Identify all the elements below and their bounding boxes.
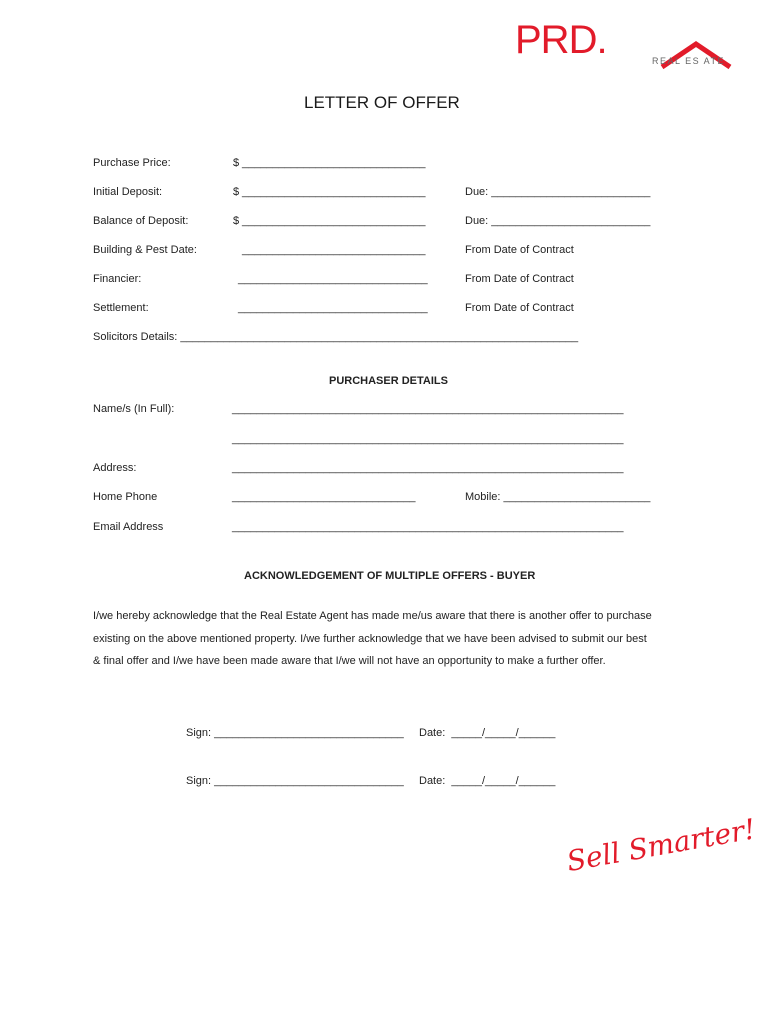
building-pest-from-text: From Date of Contract <box>465 244 574 256</box>
settlement-field[interactable]: _______________________________ <box>238 302 428 314</box>
solicitors-details-field[interactable]: Solicitors Details: _________________________________________________________________ <box>93 331 579 343</box>
sign-field-1[interactable]: Sign: _______________________________ <box>186 727 404 739</box>
sell-smarter-tagline: Sell Smarter! <box>564 812 758 878</box>
roof-icon <box>650 22 725 52</box>
names-field-1[interactable]: ________________________________________________________________ <box>232 403 624 415</box>
initial-deposit-label: Initial Deposit: <box>93 186 163 198</box>
balance-deposit-prefix: $ <box>233 215 240 227</box>
date-field-1[interactable]: Date: _____/_____/______ <box>419 727 556 739</box>
mobile-field[interactable]: Mobile: ________________________ <box>465 491 651 503</box>
financier-field[interactable]: _______________________________ <box>238 273 428 285</box>
names-field-2[interactable]: ________________________________________________________________ <box>232 433 624 445</box>
building-pest-field[interactable]: ______________________________ <box>242 244 426 256</box>
initial-deposit-field[interactable]: ______________________________ <box>242 186 426 198</box>
purchase-price-label: Purchase Price: <box>93 157 171 169</box>
address-label: Address: <box>93 462 137 474</box>
balance-deposit-label: Balance of Deposit: <box>93 215 189 227</box>
building-pest-label: Building & Pest Date: <box>93 244 197 256</box>
email-label: Email Address <box>93 521 164 533</box>
financier-from-text: From Date of Contract <box>465 273 574 285</box>
home-phone-label: Home Phone <box>93 491 158 503</box>
prd-logo: PRD. <box>515 18 607 62</box>
initial-deposit-prefix: $ <box>233 186 240 198</box>
acknowledgement-text: I/we hereby acknowledge that the Real Estate Agent has made me/us aware that there is another offer to purchase existing on the above mentioned property. I/we further acknowledge that we have been advised to submit our best & final offer and I/we have been made aware that I/we will not have an opportunity to make a further offer. <box>93 610 652 667</box>
purchase-price-field[interactable]: ______________________________ <box>242 157 426 169</box>
home-phone-field[interactable]: ______________________________ <box>232 491 416 503</box>
balance-deposit-field[interactable]: ______________________________ <box>242 215 426 227</box>
purchaser-details-heading: PURCHASER DETAILS <box>329 375 448 387</box>
address-field[interactable]: ________________________________________________________________ <box>232 462 624 474</box>
settlement-from-text: From Date of Contract <box>465 302 574 314</box>
initial-deposit-due-field[interactable]: Due: __________________________ <box>465 186 651 198</box>
date-field-2[interactable]: Date: _____/_____/______ <box>419 775 556 787</box>
balance-deposit-due-field[interactable]: Due: __________________________ <box>465 215 651 227</box>
settlement-label: Settlement: <box>93 302 149 314</box>
sign-field-2[interactable]: Sign: _______________________________ <box>186 775 404 787</box>
purchase-price-prefix: $ <box>233 157 240 169</box>
page-title: LETTER OF OFFER <box>304 93 460 112</box>
financier-label: Financier: <box>93 273 142 285</box>
names-label: Name/s (In Full): <box>93 403 175 415</box>
acknowledgement-heading: ACKNOWLEDGEMENT OF MULTIPLE OFFERS - BUYER <box>244 570 536 582</box>
email-field[interactable]: ________________________________________________________________ <box>232 521 624 533</box>
logo-subtext: REAL ES ATE <box>652 56 726 66</box>
